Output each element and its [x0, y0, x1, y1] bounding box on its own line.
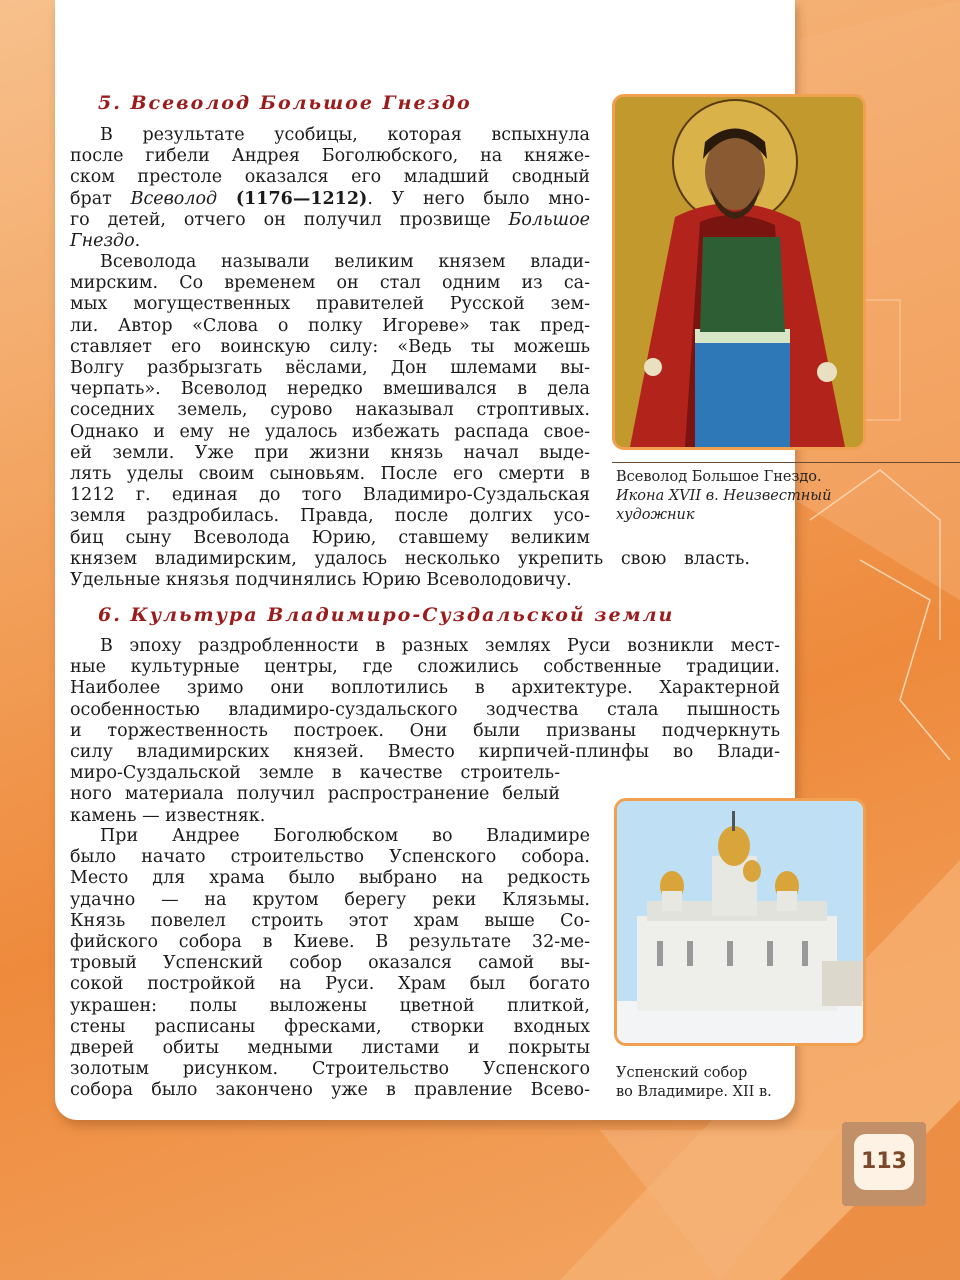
person-name: Всеволод [130, 188, 218, 209]
cathedral-image [614, 798, 866, 1046]
text-fragment: го детей, отчего он получил прозвище [70, 209, 509, 230]
page-number-box [842, 1122, 926, 1206]
text-line: ли. Автор «Слова о полку Игореве» так пред- [70, 315, 590, 336]
text-line: силу владимирских князей. Вместо кирпичей-плинфы во Влади- [70, 742, 780, 763]
text-line: Однако и ему не удалось избежать распада свое- [70, 421, 590, 442]
text-line: черпать». Всеволод нередко вмешивался в дела [70, 379, 590, 400]
icon-image [612, 94, 866, 450]
text-line: после гибели Андрея Боголюбского, на княже- [70, 146, 590, 167]
caption-line: Всеволод Большое Гнездо. [616, 469, 822, 485]
cathedral-caption [616, 1064, 772, 1102]
text-line [40, 189, 590, 210]
section-heading-5: 5. Всеволод Большое Гнездо [98, 92, 472, 114]
text-line: ском престоле оказался его младший сводный [70, 167, 590, 188]
caption-line: Икона XVII в. Неизвестный [616, 488, 832, 504]
text-fragment: . [134, 231, 141, 252]
text-line: ей земли. Уже при жизни князь начал выде- [70, 442, 590, 463]
paragraph [70, 826, 590, 1102]
text-line: Место для храма было выбрано на редкость [70, 868, 590, 889]
text-line [40, 210, 590, 231]
nickname: Большое [508, 209, 590, 230]
text-line [40, 231, 590, 252]
text-line: золотым рисунком. Строительство Успенского [70, 1059, 590, 1080]
text-line: фийского собора в Киеве. В результате 32-ме- [70, 932, 590, 953]
section-heading-6: 6. Культура Владимиро-Суздальской земли [98, 604, 675, 626]
text-line: Волгу разбрызгать вёслами, Дон шлемами вы- [70, 358, 590, 379]
text-line: и торжественность построек. Они были призваны подчеркнуть [70, 720, 780, 741]
text-line: тровый Успенский собор оказался самой вы- [70, 953, 590, 974]
text-line: миро-Суздальской земле в качестве строитель- [70, 763, 560, 784]
text-line: 1212 г. единая до того Владимиро-Суздальская [70, 485, 590, 506]
text-line: стены расписаны фресками, створки входных [70, 1016, 590, 1037]
text-fragment: брат [70, 188, 131, 209]
text-line: удачно — на крутом берегу реки Клязьмы. [70, 889, 590, 910]
text-line: земля раздробилась. Правда, после долгих усо- [70, 506, 590, 527]
text-line: ные культурные центры, где сложились собственные традиции. [70, 657, 780, 678]
years: (1176—1212) [235, 188, 368, 209]
saint-icon-illustration [615, 97, 863, 447]
text-line: ного материала получил распространение белый [70, 784, 560, 805]
text-line: собора было закончено уже в правление Всево- [70, 1080, 590, 1101]
text-line: В эпоху раздробленности в разных землях Руси возникли мест- [100, 636, 780, 656]
text-line: ставляет его воинскую силу: «Ведь ты можешь [70, 336, 590, 357]
caption-divider [612, 462, 960, 463]
text-line: лять уделы своим сыновьям. После его смерти в [70, 464, 590, 485]
caption-line: во Владимире. XII в. [616, 1084, 772, 1100]
text-line: При Андрее Боголюбском во Владимире [100, 826, 590, 846]
caption-line: Успенский собор [616, 1065, 748, 1081]
paragraph [70, 125, 590, 252]
cathedral-illustration [617, 801, 863, 1043]
text-line: было начато строительство Успенского собора. [70, 847, 590, 868]
nickname: Гнездо [70, 231, 135, 252]
text-line: дверей обиты медными листами и покрыты [70, 1038, 590, 1059]
text-line: особенностью владимиро-суздальского зодчества стала пышность [70, 699, 780, 720]
text-line: соседних земель, сурово наказывал строптивых. [70, 400, 590, 421]
icon-caption [616, 468, 831, 525]
text-line: биц сыну Всеволода Юрию, ставшему великим [70, 527, 590, 548]
text-line: камень — известняк. [70, 805, 266, 826]
text-line: Всеволода называли великим князем влади- [100, 252, 590, 272]
caption-line: художник [616, 507, 695, 523]
text-line: В результате усобицы, которая вспыхнула [100, 125, 590, 145]
text-line: Удельные князья подчинялись Юрию Всеволодовичу. [70, 570, 572, 591]
text-line: Наиболее зримо они воплотились в архитектуре. Характерной [70, 678, 780, 699]
text-line: князем владимирским, удалось несколько укрепить свою власть. [70, 548, 750, 569]
page-number: 113 [854, 1134, 914, 1190]
text-line: мирским. Со временем он стал одним из са- [70, 273, 590, 294]
text-line: украшен: полы выложены цветной плиткой, [70, 995, 590, 1016]
text-fragment: . У него было мно- [367, 188, 590, 209]
text-line: сокой постройкой на Руси. Храм был богато [70, 974, 590, 995]
text-line: мых могущественных правителей Русской зем- [70, 294, 590, 315]
text-line: Князь повелел строить этот храм выше Со- [70, 910, 590, 931]
